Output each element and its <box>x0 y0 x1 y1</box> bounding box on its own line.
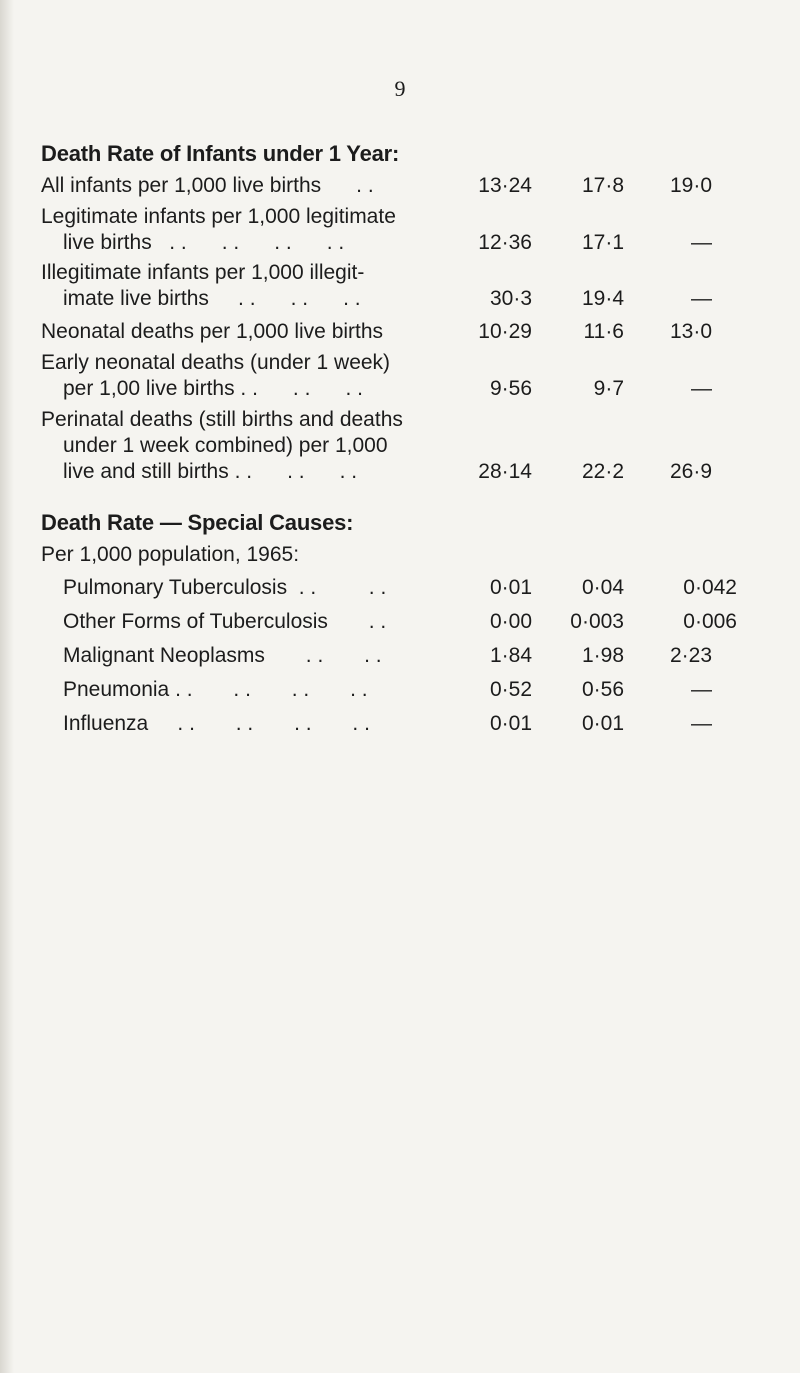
value-col-2: 11·6 <box>583 320 624 343</box>
row-label-cont: under 1 week combined) per 1,000 <box>63 434 388 457</box>
value-col-1: 10·29 <box>478 320 532 343</box>
page-number: 9 <box>394 76 406 101</box>
value-col-1: 0·01 <box>489 576 532 599</box>
value-col-3: — <box>691 287 712 310</box>
row-label: Legitimate infants per 1,000 legitimate <box>41 205 396 228</box>
value-col-1: 30·3 <box>489 287 532 310</box>
value-col-2: 19·4 <box>581 287 624 310</box>
value-col-3: 0·042 <box>683 576 737 599</box>
value-col-1: 12·36 <box>478 231 532 254</box>
value-col-2: 1·98 <box>581 644 624 667</box>
value-col-2: 0·003 <box>570 610 624 633</box>
value-col-1: 9·56 <box>489 377 532 400</box>
infant-death-rate-heading: Death Rate of Infants under 1 Year: <box>41 141 400 166</box>
row-label: Pulmonary Tuberculosis . . . . <box>63 576 387 599</box>
value-col-2: 0·04 <box>581 576 624 599</box>
special-causes-heading: Death Rate — Special Causes: <box>41 510 354 535</box>
row-label: Pneumonia . . . . . . . . <box>63 678 368 701</box>
value-col-3: — <box>691 678 712 701</box>
value-col-1: 0·52 <box>489 678 532 701</box>
value-col-3: 0·006 <box>683 610 737 633</box>
special-subheading: Per 1,000 population, 1965: <box>41 543 300 566</box>
value-col-3: — <box>691 377 712 400</box>
row-label: Early neonatal deaths (under 1 week) <box>41 351 391 374</box>
row-label: Other Forms of Tuberculosis . . <box>63 610 387 633</box>
value-col-3: 13·0 <box>669 320 712 343</box>
value-col-3: 26·9 <box>669 460 712 483</box>
row-label-cont: live births . . . . . . . . <box>63 231 345 254</box>
row-label-cont: per 1,00 live births . . . . . . <box>63 377 363 400</box>
value-col-2: 0·01 <box>581 712 624 735</box>
value-col-2: 17·8 <box>581 174 624 197</box>
value-col-3: 19·0 <box>669 174 712 197</box>
value-col-1: 13·24 <box>478 174 532 197</box>
value-col-3: 2·23 <box>669 644 712 667</box>
value-col-2: 22·2 <box>581 460 624 483</box>
row-label: Illegitimate infants per 1,000 illegit- <box>41 261 365 284</box>
row-label: All infants per 1,000 live births . . <box>41 174 374 197</box>
page-edge-shadow <box>0 0 14 1373</box>
value-col-2: 17·1 <box>581 231 624 254</box>
row-label: Neonatal deaths per 1,000 live births <box>41 320 384 343</box>
value-col-2: 0·56 <box>581 678 624 701</box>
value-col-3: — <box>691 712 712 735</box>
value-col-2: 9·7 <box>593 377 624 400</box>
value-col-1: 0·01 <box>489 712 532 735</box>
row-label: Perinatal deaths (still births and deaths <box>41 408 403 431</box>
value-col-1: 1·84 <box>489 644 532 667</box>
value-col-1: 28·14 <box>478 460 532 483</box>
value-col-1: 0·00 <box>489 610 532 633</box>
row-label: Influenza . . . . . . . . <box>63 712 370 735</box>
row-label: Malignant Neoplasms . . . . <box>63 644 382 667</box>
row-label-cont: live and still births . . . . . . <box>63 460 358 483</box>
row-label-cont: imate live births . . . . . . <box>63 287 361 310</box>
value-col-3: — <box>691 231 712 254</box>
